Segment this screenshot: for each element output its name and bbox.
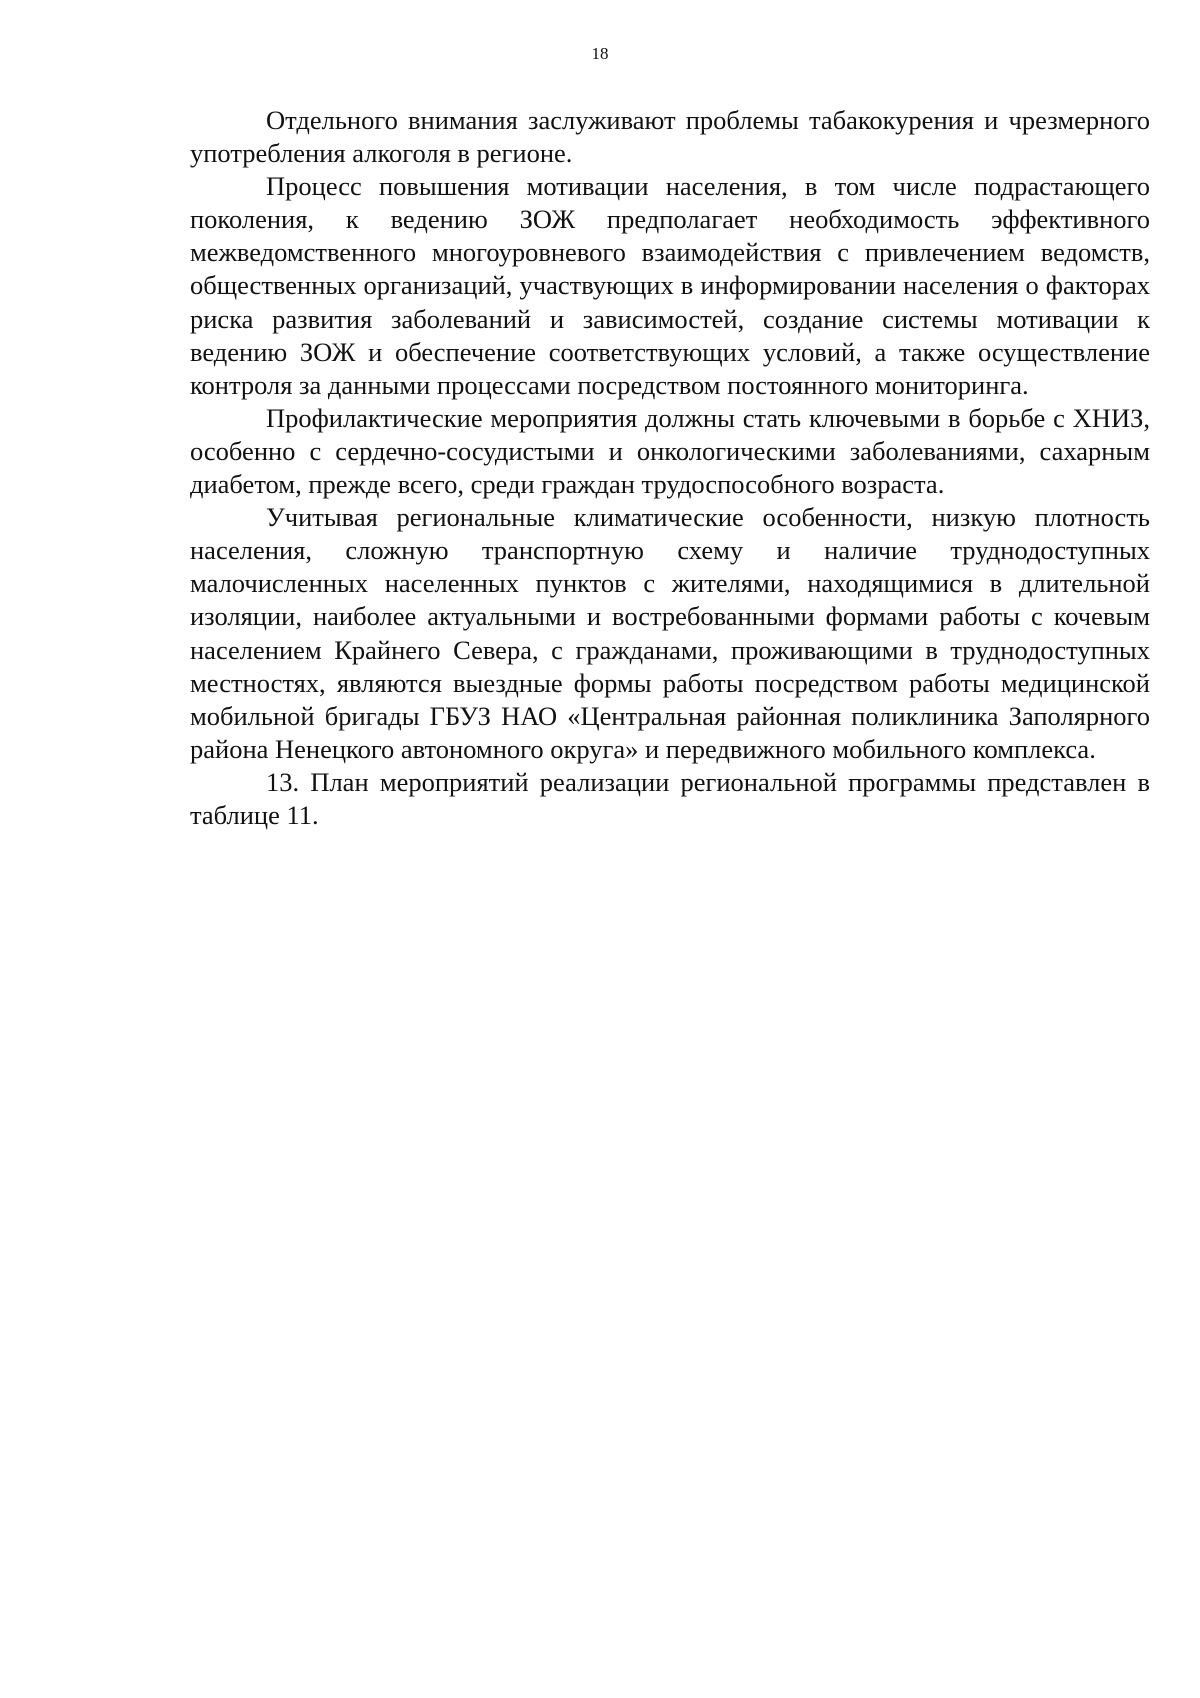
paragraph-prevention: Профилактические мероприятия должны стать ключевыми в борьбе с ХНИЗ, особенно с сердечно-сосудистыми и онкологическими заболеваниями, сахарным диабетом, прежде всего, среди граждан трудоспособного возраста. bbox=[190, 402, 1150, 500]
document-body bbox=[190, 104, 1150, 832]
paragraph-tobacco-alcohol: Отдельного внимания заслуживают проблемы табакокурения и чрезмерного употребления алкоголя в регионе. bbox=[190, 105, 1150, 169]
paragraph-regional-features: Учитывая региональные климатические особенности, низкую плотность населения, сложную транспортную схему и наличие труднодоступных малочисленных населенных пунктов с жителями, находящимися в длительной изоляции, наиболее актуальными и востребованными формами работы с кочевым населением Крайнего Севера, с гражданами, проживающими в труднодоступных местностях, являются выездные формы работы посредством работы медицинской мобильной бригады ГБУЗ НАО «Центральная районная поликлиника Заполярного района Ненецкого автономного округа» и передвижного мобильного комплекса. bbox=[190, 502, 1150, 764]
page-number: 18 bbox=[591, 44, 609, 63]
paragraph-plan-reference: 13. План мероприятий реализации региональной программы представлен в таблице 11. bbox=[190, 766, 1150, 830]
paragraph-motivation: Процесс повышения мотивации населения, в том числе подрастающего поколения, к ведению ЗОЖ предполагает необходимость эффективного межведомственного многоуровневого взаимодействия с привлечением ведомств, общественных организаций, участвующих в информировании населения о факторах риска развития заболеваний и зависимостей, создание системы мотивации к ведению ЗОЖ и обеспечение соответствующих условий, а также осуществление контроля за данными процессами посредством постоянного мониторинга. bbox=[190, 171, 1150, 400]
